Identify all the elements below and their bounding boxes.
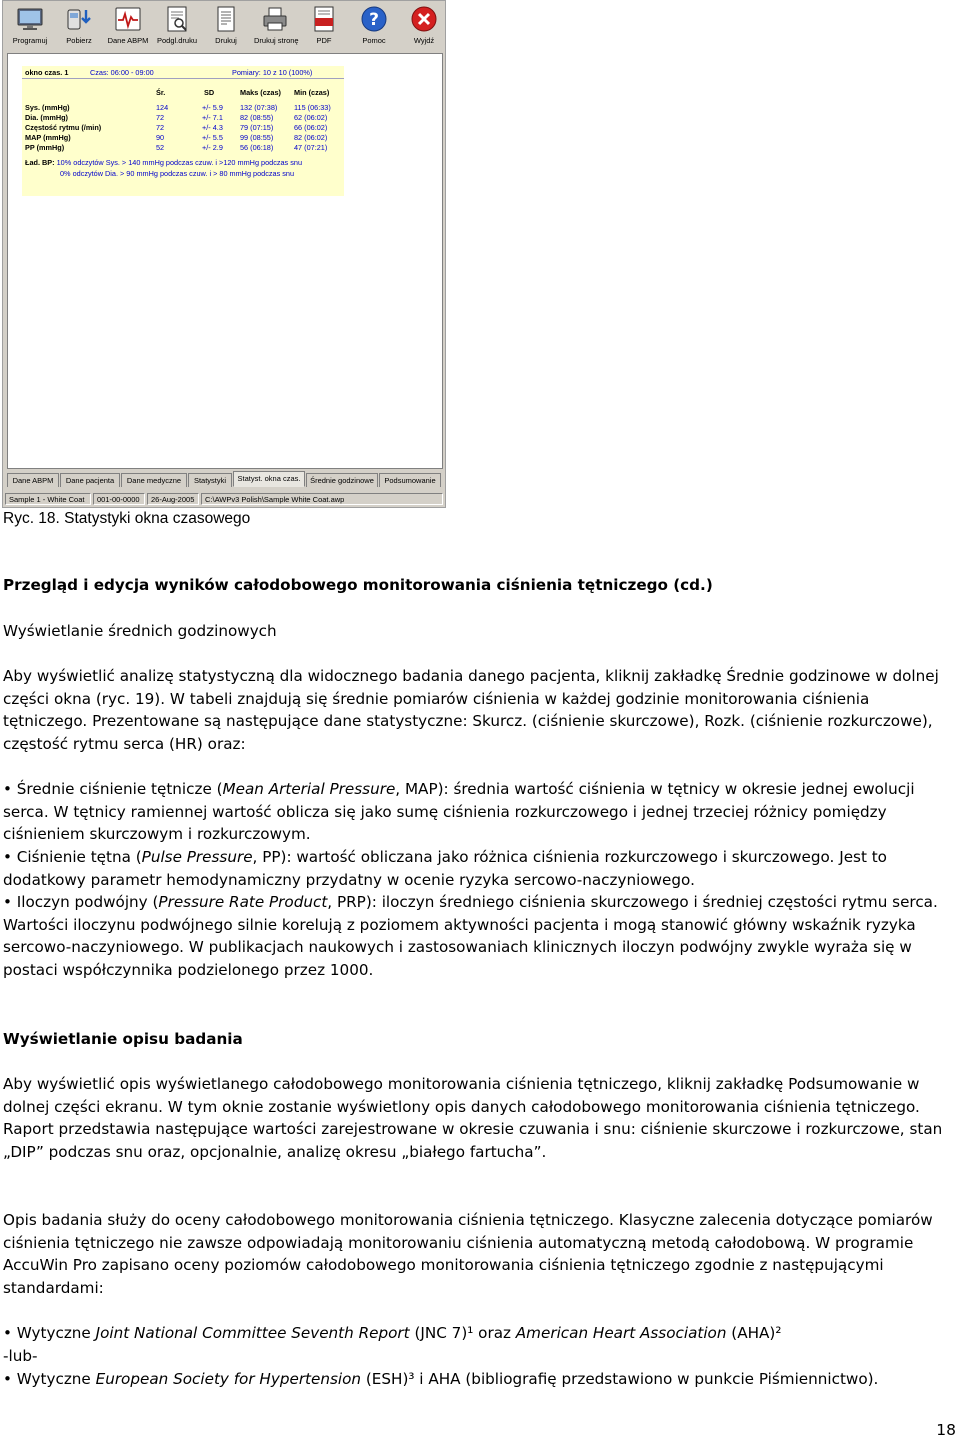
wyjdz-button[interactable] [403, 3, 445, 49]
toolbar-label: Programuj [12, 36, 48, 45]
exit-icon [409, 4, 439, 34]
stats-header [22, 66, 344, 79]
bp-load-label: Ład. BP: [25, 158, 55, 167]
status-bar [3, 491, 446, 507]
section-heading: Przegląd i edycja wyników całodobowego monitorowania ciśnienia tętniczego (cd.) [3, 576, 713, 594]
download-device-icon [64, 4, 94, 34]
tab-statystyki[interactable]: Statystyki [188, 473, 232, 487]
window-name: okno czas. 1 [25, 68, 69, 77]
window-time: Czas: 06:00 - 09:00 [90, 68, 154, 77]
pdf-button[interactable] [303, 3, 345, 49]
bullet-prp: • Iloczyn podwójny (Pressure Rate Product, PRP): iloczyn średniego ciśnienia skurczowego i średniej częstości rytmu serca. Wartości iloczynu podwójnego silnie korelują z poziomem aktywności pacjenta i mogą stanowić główny wskaźnik ryzyka sercowo-naczyniowego. W publikacjach naukowych i zastosowaniach klinicznych iloczyn podwójny zwykle wyraża się w postaci współczynnika podzielonego przez 1000. [3, 893, 938, 979]
bullet-pp: • Ciśnienie tętna (Pulse Pressure, PP): wartość obliczana jako różnica ciśnienia rozkurczowego i skurczowego. Jest to dodatkowy parametr hemodynamiczny przydatny w ocenie ryzyka sercowo-naczyniowego. [3, 848, 887, 889]
toolbar [3, 1, 446, 51]
table-row: PP (mmHg) 52 +/- 2.9 56 (06:18) 47 (07:21) [25, 143, 328, 152]
col-avg: Śr. [156, 88, 166, 97]
toolbar-label: Wyjdź [413, 36, 435, 45]
tab-dane-pacjenta[interactable]: Dane pacjenta [60, 473, 120, 487]
table-row: Sys. (mmHg) 124 +/- 5.9 132 (07:38) 115 (06:33) [25, 103, 331, 112]
drukuj-button[interactable] [205, 3, 247, 49]
monitor-icon [15, 4, 45, 34]
table-row: MAP (mmHg) 90 +/- 5.5 99 (08:55) 82 (06:02) [25, 133, 328, 142]
tab-statyst-okna-czas[interactable]: Statyst. okna czas. [233, 471, 305, 487]
pobierz-button[interactable] [58, 3, 100, 49]
toolbar-label: Dane ABPM [107, 36, 149, 45]
col-sd: SD [204, 88, 215, 97]
paragraph: Opis badania służy do oceny całodobowego monitorowania ciśnienia tętniczego. Klasyczne zalecenia dotyczące pomiarów ciśnienia tętniczego nie zawsze odpowiadają monitorowaniu ciśnienia automatyczną metodą całodobową. W programie AccuWin Pro zapisano oceny poziomów całodobowego monitorowania ciśnienia tętniczego zgodnie z następującymi standardami: [3, 1211, 933, 1297]
bottom-tabs [7, 471, 443, 489]
figure-caption: Ryc. 18. Statystyki okna czasowego [3, 510, 251, 527]
page-number: 18 [936, 1421, 956, 1439]
time-window-stats-panel [22, 66, 344, 196]
tab-podsumowanie[interactable]: Podsumowanie [379, 473, 441, 487]
toolbar-label: Drukuj stronę [254, 36, 299, 45]
col-max: Maks (czas) [240, 88, 281, 97]
toolbar-label: Pobierz [66, 36, 92, 45]
stats-columns [22, 82, 344, 102]
bullet-map: • Średnie ciśnienie tętnicze (Mean Arterial Pressure, MAP): średnia wartość ciśnienia w tętnicy w okresie jednej ewolucji serca. W tętnicy ramiennej wartość oblicza się jako sumę ciśnienia rozkurczowego i jednej trzeciej różnicy pomiędzy ciśnieniem skurczowym i rozkurczowym. [3, 780, 915, 844]
toolbar-label: Drukuj [215, 36, 237, 45]
print-preview-icon [162, 4, 192, 34]
paragraph: Aby wyświetlić opis wyświetlanego całodobowego monitorowania ciśnienia tętniczego, kliknij zakładkę Podsumowanie w dolnej części ekranu. W tym oknie zostanie wyświetlony opis danych całodobowego monitorowania ciśnienia tętniczego. Raport przedstawia następujące wartości zarejestrowane w okresie czuwania i snu: ciśnienie skurczowe i rozkurczowe, stan „DIP” podczas snu oraz, opcjonalnie, analizę okresu „białego fartucha”. [3, 1075, 943, 1161]
tab-dane-medyczne[interactable]: Dane medyczne [121, 473, 187, 487]
toolbar-label: PDF [316, 36, 332, 45]
table-row: Dia. (mmHg) 72 +/- 7.1 82 (08:55) 62 (06:02) [25, 113, 328, 122]
document-icon [211, 4, 241, 34]
toolbar-label: Pomoc [362, 36, 386, 45]
bp-load-line-1: Ład. BP: 10% odczytów Sys. > 140 mmHg podczas czuw. i >120 mmHg podczas snu [25, 158, 302, 167]
paragraph: Aby wyświetlić analizę statystyczną dla widocznego badania danego pacjenta, kliknij zakładkę Średnie godzinowe w dolnej części okna (ryc. 19). W tabeli znajdują się średnie pomiarów ciśnienia w każdej godzinie monitorowania ciśnienia tętniczego. Prezentowane są następujące dane statystyczne: Skurcz. (ciśnienie skurczowe), Rozk. (ciśnienie rozkurczowe), częstość rytmu serca (HR) oraz: [3, 667, 939, 753]
list-separator: -lub- [3, 1347, 38, 1365]
svg-text:?: ? [369, 10, 379, 30]
drukuj-strone-button[interactable] [254, 3, 299, 49]
tab-srednie-godzinowe[interactable]: Średnie godzinowe [306, 473, 378, 487]
subsection-heading: Wyświetlanie opisu badania [3, 1030, 243, 1048]
help-icon [359, 4, 389, 34]
status-file-path: C:\AWPv3 Polish\Sample White Coat.awp [201, 493, 443, 505]
table-row: Częstość rytmu (/min) 72 +/- 4.3 79 (07:15) 66 (06:02) [25, 123, 328, 132]
toolbar-label: Podgl.druku [156, 36, 198, 45]
printer-icon [260, 4, 290, 34]
heartbeat-icon [113, 4, 143, 34]
programuj-button[interactable] [9, 3, 51, 49]
bp-load-line-2: 0% odczytów Dia. > 90 mmHg podczas czuw. i > 80 mmHg podczas snu [60, 169, 295, 178]
list-item: • Wytyczne European Society for Hypertension (ESH)³ i AHA (bibliografię przedstawiono w punkcie Piśmiennictwo). [3, 1370, 879, 1388]
status-sample: Sample 1 - White Coat [5, 493, 91, 505]
list-item: • Wytyczne Joint National Committee Seventh Report (JNC 7)¹ oraz American Heart Association (AHA)² [3, 1324, 782, 1342]
pomoc-button[interactable] [353, 3, 395, 49]
pdf-icon [309, 4, 339, 34]
status-patient-id: 001-00-0000 [93, 493, 145, 505]
status-date: 26-Aug-2005 [147, 493, 199, 505]
col-min: Min (czas) [294, 88, 330, 97]
dane-abpm-button[interactable] [107, 3, 149, 49]
subsection-heading: Wyświetlanie średnich godzinowych [3, 622, 277, 640]
stats-workarea [7, 53, 443, 469]
tab-dane-abpm[interactable]: Dane ABPM [7, 473, 59, 487]
window-measurements: Pomiary: 10 z 10 (100%) [232, 68, 313, 77]
app-screenshot [2, 0, 446, 508]
podgl-druku-button[interactable] [156, 3, 198, 49]
